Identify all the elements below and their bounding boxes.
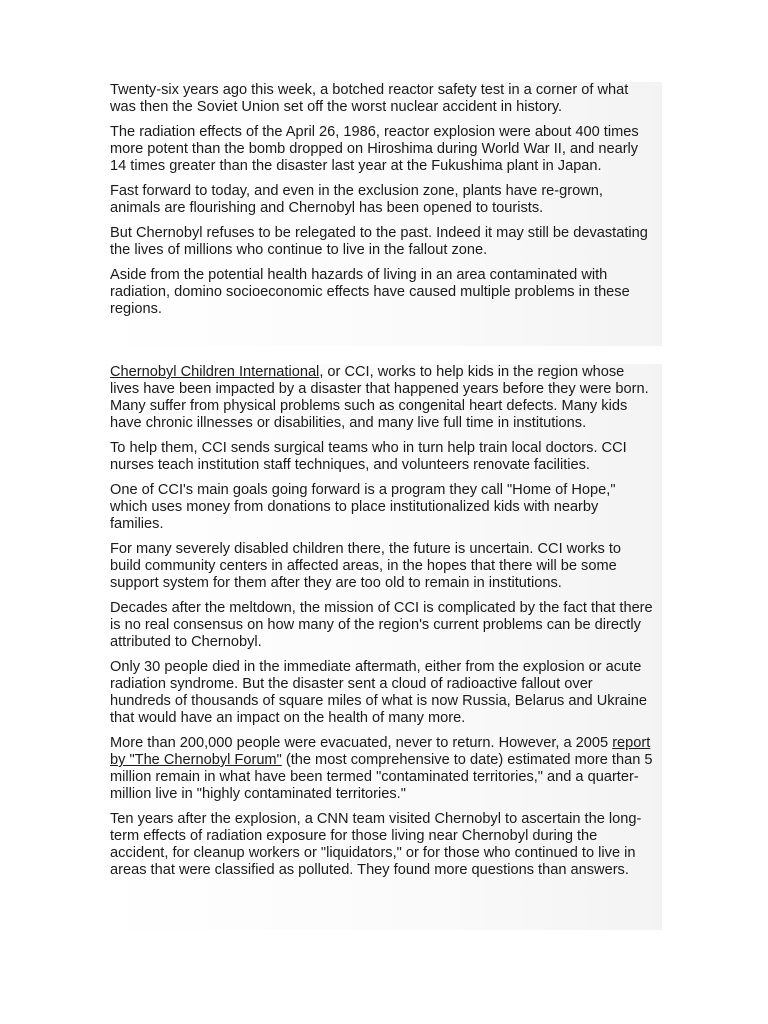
paragraph-no-consensus: Decades after the meltdown, the mission of CCI is complicated by the fact that there is no real consensus on how many of the region's current problems can be directly attributed to Chernobyl.	[110, 600, 653, 650]
paragraph-home-of-hope: One of CCI's main goals going forward is a program they call "Home of Hope," which uses money from donations to place institutionalized kids with nearby families.	[110, 482, 616, 532]
article-section-2	[102, 364, 662, 930]
cci-link[interactable]: Chernobyl Children International	[110, 364, 320, 380]
paragraph-surgical-teams: To help them, CCI sends surgical teams who in turn help train local doctors. CCI nurses teach institution staff techniques, and volunteers renovate facilities.	[110, 440, 627, 473]
paragraph-refuses-past: But Chernobyl refuses to be relegated to the past. Indeed it may still be devastating the lives of millions who continue to live in the fallout zone.	[110, 225, 648, 258]
paragraph-radiation-effects: The radiation effects of the April 26, 1986, reactor explosion were about 400 times more potent than the bomb dropped on Hiroshima during World War II, and nearly 14 times greater than the disaster last year at the Fukushima plant in Japan.	[110, 124, 639, 174]
paragraph-health-hazards: Aside from the potential health hazards of living in an area contaminated with radiation, domino socioeconomic effects have caused multiple problems in these regions.	[110, 267, 630, 317]
evac-text-before: More than 200,000 people were evacuated, never to return. However, a 2005	[110, 735, 613, 751]
paragraph-disabled-children: For many severely disabled children there, the future is uncertain. CCI works to build community centers in affected areas, in the hopes that there will be some support system for them after they are too old to remain in institutions.	[110, 541, 622, 591]
article-section-1	[102, 82, 662, 346]
paragraph-cci-intro	[110, 364, 654, 432]
evac-text-after: (the most comprehensive to date) estimated more than 5 million remain in what have been termed "contaminated territories," and a quarter-million live in "highly contaminated territories."	[110, 752, 653, 802]
paragraph-fast-forward: Fast forward to today, and even in the exclusion zone, plants have re-grown, animals are flourishing and Chernobyl has been opened to tourists.	[110, 183, 603, 216]
chernobyl-forum-report-link[interactable]: report by "The Chernobyl Forum"	[110, 735, 651, 768]
cci-intro-text: , or CCI, works to help kids in the region whose lives have been impacted by a disaster that happened years before they were born. Many suffer from physical problems such as congenital heart defects. Many kids have chronic illnesses or disabilities, and many live full time in institutions.	[110, 364, 649, 431]
paragraph-evacuated	[110, 735, 654, 803]
paragraph-cnn-team: Ten years after the explosion, a CNN team visited Chernobyl to ascertain the long-term effects of radiation exposure for those living near Chernobyl during the accident, for cleanup workers or "liquidators," or for those who continued to live in areas that were classified as polluted. They found more questions than answers.	[110, 811, 642, 878]
paragraph-immediate-aftermath: Only 30 people died in the immediate aftermath, either from the explosion or acute radiation syndrome. But the disaster sent a cloud of radioactive fallout over hundreds of thousands of square miles of what is now Russia, Belarus and Ukraine that would have an impact on the health of many more.	[110, 659, 648, 726]
paragraph-anniversary: Twenty-six years ago this week, a botched reactor safety test in a corner of what was then the Soviet Union set off the worst nuclear accident in history.	[110, 82, 629, 115]
